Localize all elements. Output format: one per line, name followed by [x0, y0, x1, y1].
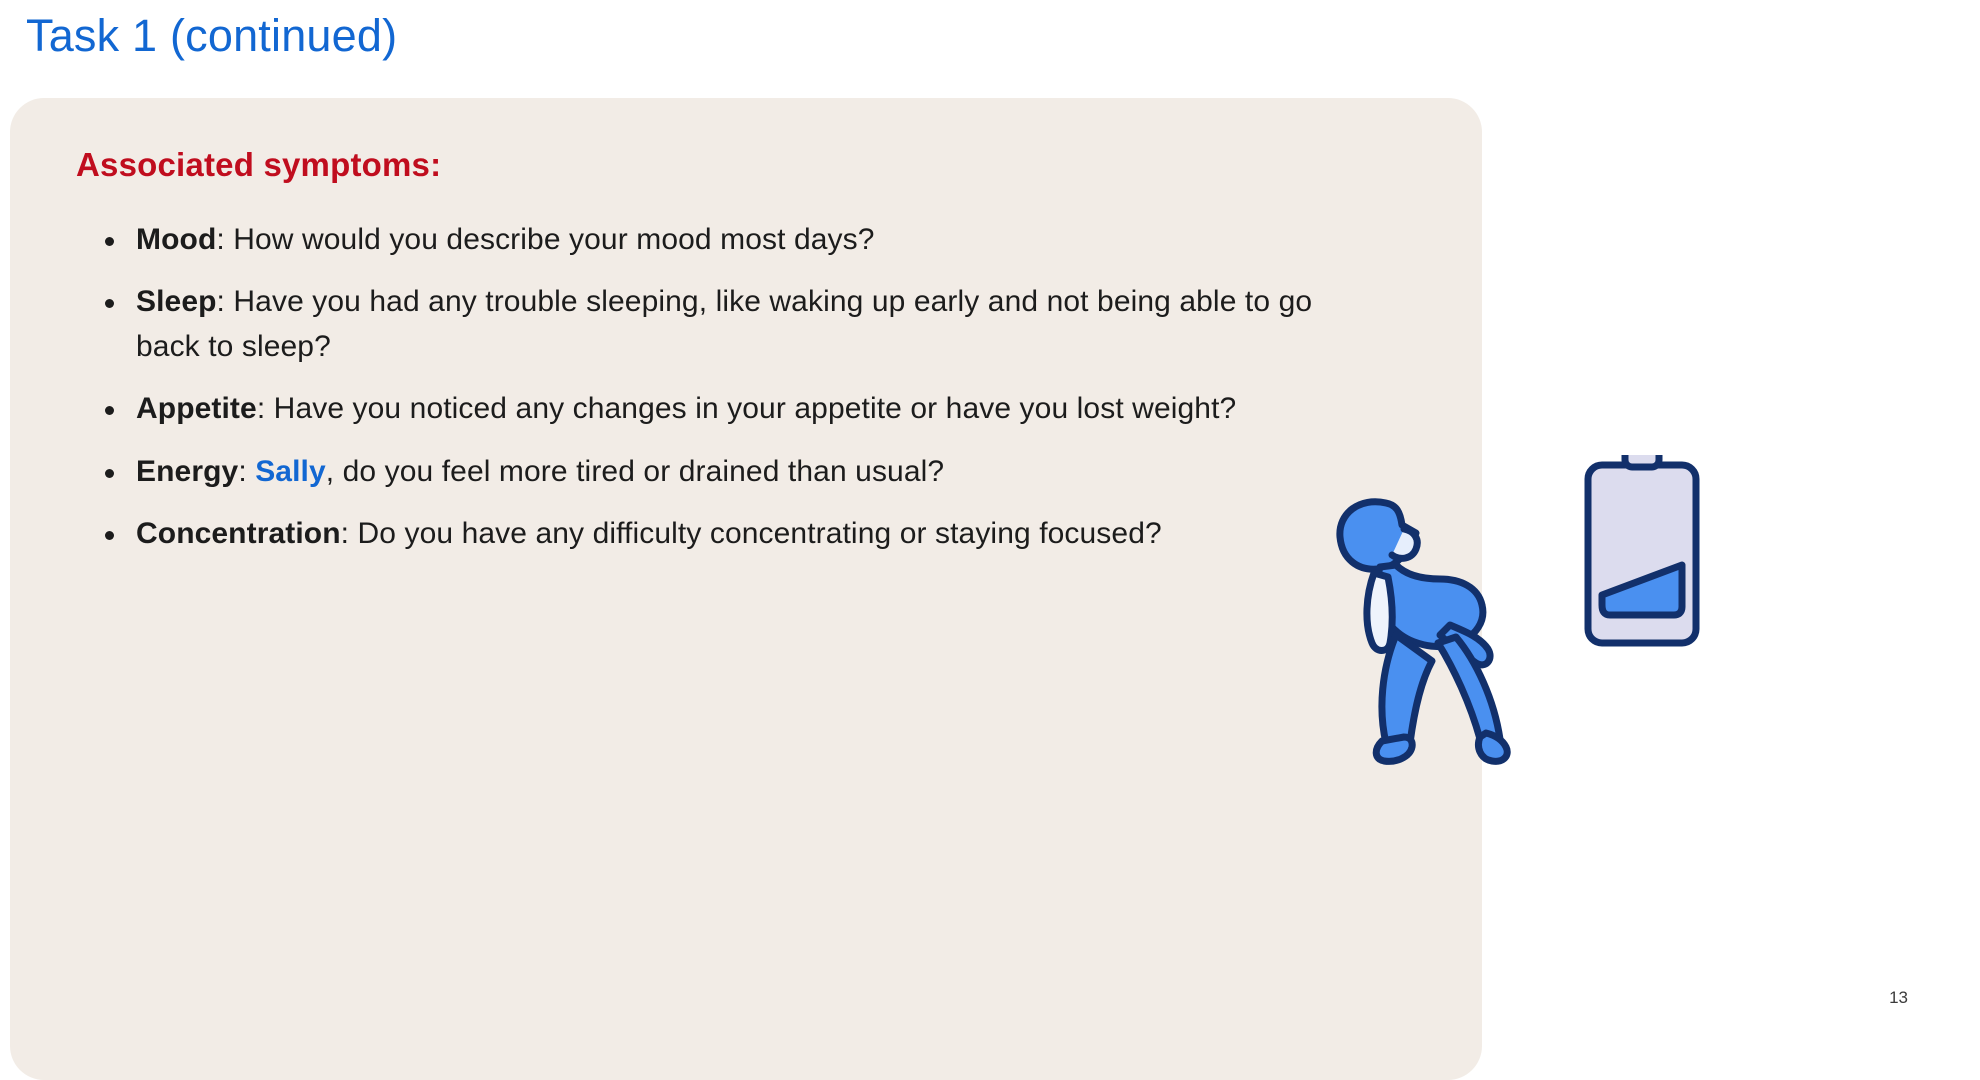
page-title: Task 1 (continued): [26, 10, 398, 61]
list-item-label: Concentration: [136, 516, 341, 550]
list-item: [88, 387, 1368, 431]
tired-person-icon: [1340, 502, 1507, 762]
list-item-text: : Have you had any trouble sleeping, like waking up early and not being able to go back to sleep?: [136, 285, 1313, 363]
list-item: [88, 218, 1368, 262]
symptom-list: [88, 218, 1368, 574]
section-heading: Associated symptoms:: [76, 146, 442, 183]
content-card: [10, 98, 1482, 1080]
list-item: [88, 280, 1368, 369]
low-battery-icon: [1588, 455, 1696, 643]
page-number: 13: [1889, 988, 1908, 1007]
list-item: [88, 450, 1368, 494]
list-item-text: : How would you describe your mood most days?: [216, 223, 875, 256]
list-item-text-after: , do you feel more tired or drained than usual?: [325, 454, 945, 488]
list-item-label: Mood: [136, 223, 217, 256]
patient-name: Sally: [255, 454, 326, 488]
illustration: [1330, 455, 1750, 915]
list-item-label: Energy: [136, 454, 239, 488]
list-item-text-before: :: [238, 454, 256, 488]
list-item-text: : Have you noticed any changes in your appetite or have you lost weight?: [256, 392, 1237, 426]
list-item-text: : Do you have any difficulty concentrating or staying focused?: [340, 516, 1162, 550]
list-item: [88, 512, 1368, 556]
list-item-label: Appetite: [136, 392, 257, 426]
list-item-label: Sleep: [136, 285, 217, 319]
